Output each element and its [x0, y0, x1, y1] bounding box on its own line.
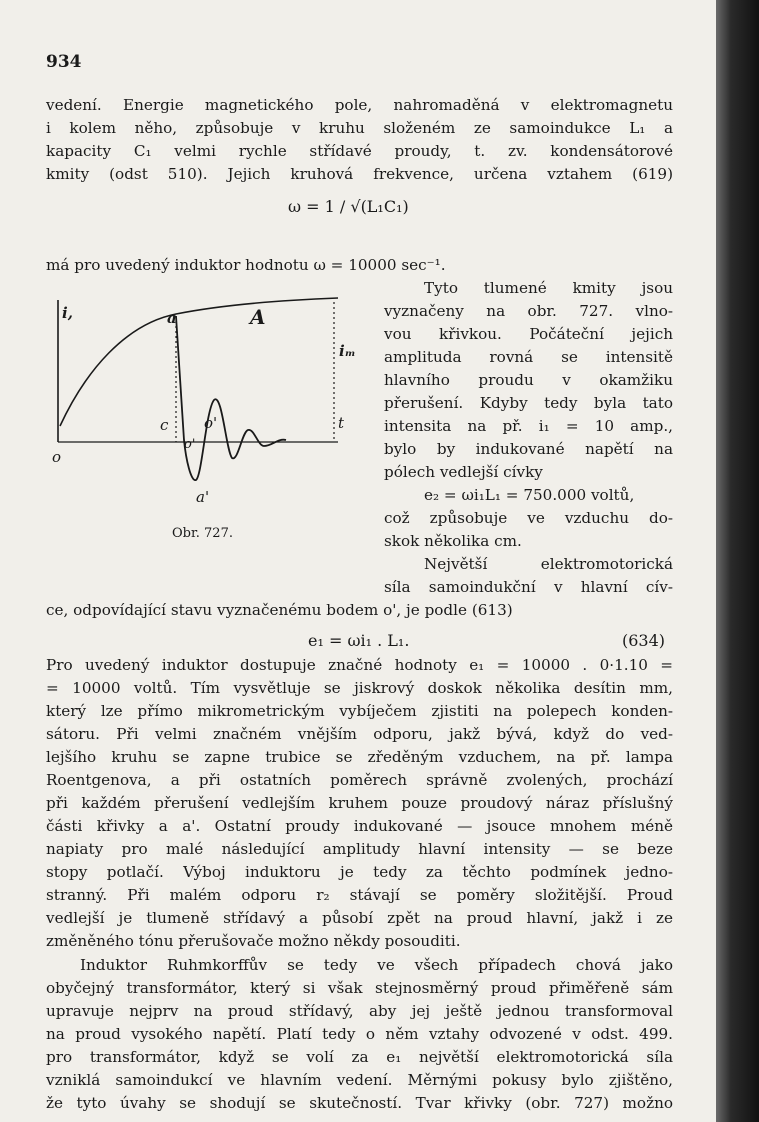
paragraph-line: ce, odpovídající stavu vyznačenému bodem o', je podle (613) — [46, 601, 513, 619]
paragraph-line: části křivky a a'. Ostatní proudy indukované — jsouce mnohem méně — [46, 817, 673, 835]
paragraph-line: kmity (odst 510). Jejich kruhová frekvence, určena vztahem (619) — [46, 165, 673, 183]
label-o-prime-small: o' — [204, 414, 218, 432]
label-t: t — [338, 414, 345, 432]
column-line: pólech vedlejší cívky — [384, 463, 543, 481]
label-im: iₘ — [339, 342, 356, 360]
paragraph-line: změněného tónu přerušovače možno někdy posouditi. — [46, 932, 461, 950]
paragraph-line: že tyto úvahy se shodují se skutečností. Tvar křivky (obr. 727) možno — [46, 1094, 673, 1112]
page-number: 934 — [46, 52, 82, 72]
paragraph-line: který lze přímo mikrometrickým vybíječem zjistiti na polepech konden- — [46, 702, 673, 720]
formula-number: (634) — [622, 631, 666, 650]
paragraph-line: lejšího kruhu se zapne trubice se zředěným vzduchem, na př. lampa — [46, 748, 673, 766]
column-line: Největší elektromotorická — [424, 555, 673, 573]
column-line: Tyto tlumené kmity jsou — [424, 279, 673, 297]
paragraph-line: sátoru. Při velmi značném vnějším odporu, jakž bývá, když do ved- — [46, 725, 673, 743]
figure-caption: Obr. 727. — [172, 526, 233, 541]
label-o-prime: o' — [184, 437, 196, 452]
paragraph-line: pro transformátor, když se volí za e₁ největší elektromotorická síla — [46, 1048, 673, 1066]
column-line: bylo by indukované napětí na — [384, 440, 673, 458]
paragraph-line: vedlejší je tlumeně střídavý a působí zpět na proud hlavní, jakž i ze — [46, 909, 673, 927]
paragraph-line: Pro uvedený induktor dostupuje značné hodnoty e₁ = 10000 . 0·1.10 = — [46, 656, 673, 674]
figure-727 — [46, 290, 356, 520]
paragraph-line: obyčejný transformátor, který si však stejnosměrný proud přiměřeně sám — [46, 979, 673, 997]
paragraph-line: = 10000 voltů. Tím vysvětluje se jiskrový doskok několika desítin mm, — [46, 679, 673, 697]
paragraph-line: vzniklá samoindukcí ve hlavním vedení. Měrnými pokusy bylo zjištěno, — [46, 1071, 673, 1089]
paragraph-line: napiaty pro malé následující amplitudy hlavní intensity — se beze — [46, 840, 673, 858]
paragraph-line: upravuje nejprv na proud střídavý, aby jej ještě jednou transformoval — [46, 1002, 673, 1020]
formula-omega: ω = 1 / √(L₁C₁) — [288, 197, 409, 216]
column-line: vyznačeny na obr. 727. vlno- — [384, 302, 673, 320]
damped-oscillation-diagram — [46, 290, 356, 520]
paragraph-line: na proud vysokého napětí. Platí tedy o něm vztahy odvozené v odst. 499. — [46, 1025, 673, 1043]
damped-oscillation-curve — [176, 316, 286, 480]
paragraph-line: při každém přerušení vedlejším kruhem pouze proudový náraz příslušný — [46, 794, 673, 812]
label-c: c — [160, 416, 169, 434]
main-current-curve — [60, 298, 338, 426]
label-i: i, — [62, 304, 73, 322]
column-line: vou křivkou. Počáteční jejich — [384, 325, 673, 343]
paragraph-line: i kolem něho, způsobuje v kruhu složeném ze samoindukce L₁ a — [46, 119, 673, 137]
paragraph-line: stopy potlačí. Výboj induktoru je tedy za těchto podmínek jedno- — [46, 863, 673, 881]
paragraph-line: kapacity C₁ velmi rychle střídavé proudy, t. zv. kondensátorové — [46, 142, 673, 160]
label-o: o — [52, 448, 62, 466]
column-line: hlavního proudu v okamžiku — [384, 371, 673, 389]
paragraph-line: Induktor Ruhmkorffův se tedy ve všech případech chová jako — [80, 956, 673, 974]
label-a-prime: a' — [196, 488, 210, 506]
label-a: a — [167, 309, 177, 327]
column-line: skok několika cm. — [384, 532, 522, 550]
formula-emf: e₁ = ωi₁ . L₁. — [308, 631, 410, 650]
column-line: přerušení. Kdyby tedy byla tato — [384, 394, 673, 412]
column-line: e₂ = ωi₁L₁ = 750.000 voltů, — [424, 486, 635, 504]
column-line: amplituda rovná se intensitě — [384, 348, 673, 366]
label-A: A — [250, 305, 266, 329]
book-spine-shadow — [716, 0, 759, 1122]
column-line: což způsobuje ve vzduchu do- — [384, 509, 673, 527]
paragraph-line: vedení. Energie magnetického pole, nahromaděná v elektromagnetu — [46, 96, 673, 114]
column-line: síla samoindukční v hlavní cív- — [384, 578, 673, 596]
paragraph-line: stranný. Při malém odporu r₂ stávají se poměry složitější. Proud — [46, 886, 673, 904]
paragraph-line: má pro uvedený induktor hodnotu ω = 10000 sec⁻¹. — [46, 256, 446, 274]
paragraph-line: Roentgenova, a při ostatních poměrech správně zvolených, prochází — [46, 771, 673, 789]
column-line: intensita na př. i₁ = 10 amp., — [384, 417, 673, 435]
